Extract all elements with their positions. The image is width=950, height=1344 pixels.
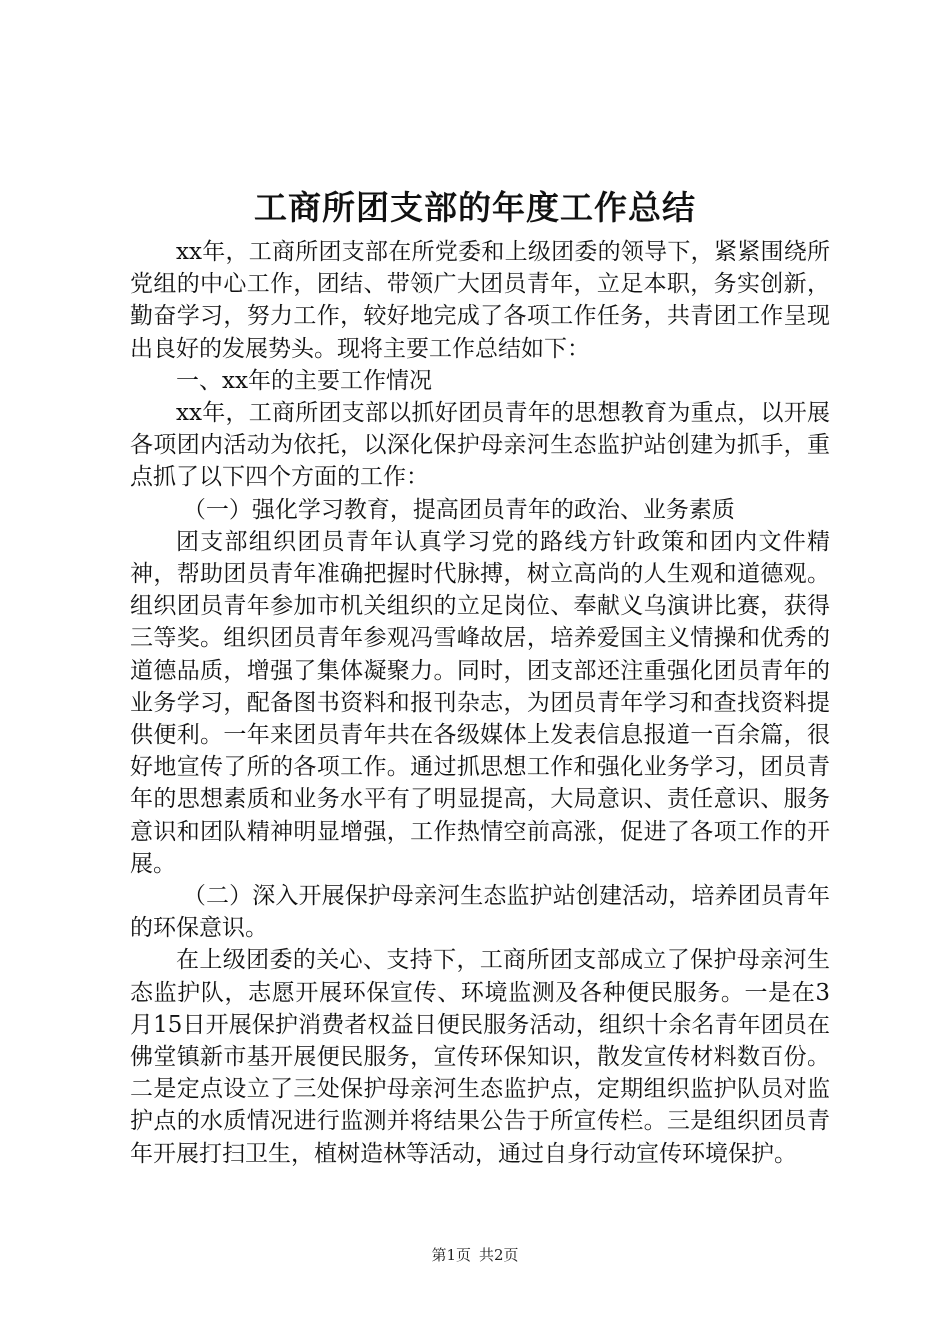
subsection-heading-river-protection: （二）深入开展保护母亲河生态监护站创建活动，培养团员青年的环保意识。 xyxy=(130,883,830,942)
document-body xyxy=(130,236,830,1170)
page-total: 共2页 xyxy=(479,1246,519,1264)
paragraph-intro: xx年，工商所团支部在所党委和上级团委的领导下，紧紧围绕所党组的中心工作，团结、带领广大团员青年，立足本职，务实创新，勤奋学习，努力工作，较好地完成了各项工作任务，共青团工作呈现出良好的发展势头。现将主要工作总结如下： xyxy=(130,239,830,362)
subsection-heading-study-education: （一）强化学习教育，提高团员青年的政治、业务素质 xyxy=(182,496,735,523)
paragraph-study-education: 团支部组织团员青年认真学习党的路线方针政策和团内文件精神，帮助团员青年准确把握时代脉搏，树立高尚的人生观和道德观。组织团员青年参加市机关组织的立足岗位、奉献义乌演讲比赛，获得三等奖。组织团员青年参观冯雪峰故居，培养爱国主义情操和优秀的道德品质，增强了集体凝聚力。同时，团支部还注重强化团员青年的业务学习，配备图书资料和报刊杂志，为团员青年学习和查找资料提供便利。一年来团员青年共在各级媒体上发表信息报道一百余篇，很好地宣传了所的各项工作。通过抓思想工作和强化业务学习，团员青年的思想素质和业务水平有了明显提高，大局意识、责任意识、服务意识和团队精神明显增强，工作热情空前高涨，促进了各项工作的开展。 xyxy=(130,528,830,877)
page-number: 第1页 xyxy=(431,1246,471,1264)
document-title: 工商所团支部的年度工作总结 xyxy=(254,188,696,227)
section-heading-main-work: 一、xx年的主要工作情况 xyxy=(176,367,432,394)
paragraph-river-protection: 在上级团委的关心、支持下，工商所团支部成立了保护母亲河生态监护队，志愿开展环保宣传、环境监测及各种便民服务。一是在3月15日开展保护消费者权益日便民服务活动，组织十余名青年团员在佛堂镇新市基开展便民服务，宣传环保知识，散发宣传材料数百份。二是定点设立了三处保护母亲河生态监护点，定期组织监护队员对监护点的水质情况进行监测并将结果公告于所宣传栏。三是组织团员青年开展打扫卫生，植树造林等活动，通过自身行动宣传环境保护。 xyxy=(130,947,830,1167)
paragraph-overview: xx年，工商所团支部以抓好团员青年的思想教育为重点，以开展各项团内活动为依托，以深化保护母亲河生态监护站创建为抓手，重点抓了以下四个方面的工作： xyxy=(130,400,830,491)
page-footer xyxy=(0,1244,950,1266)
